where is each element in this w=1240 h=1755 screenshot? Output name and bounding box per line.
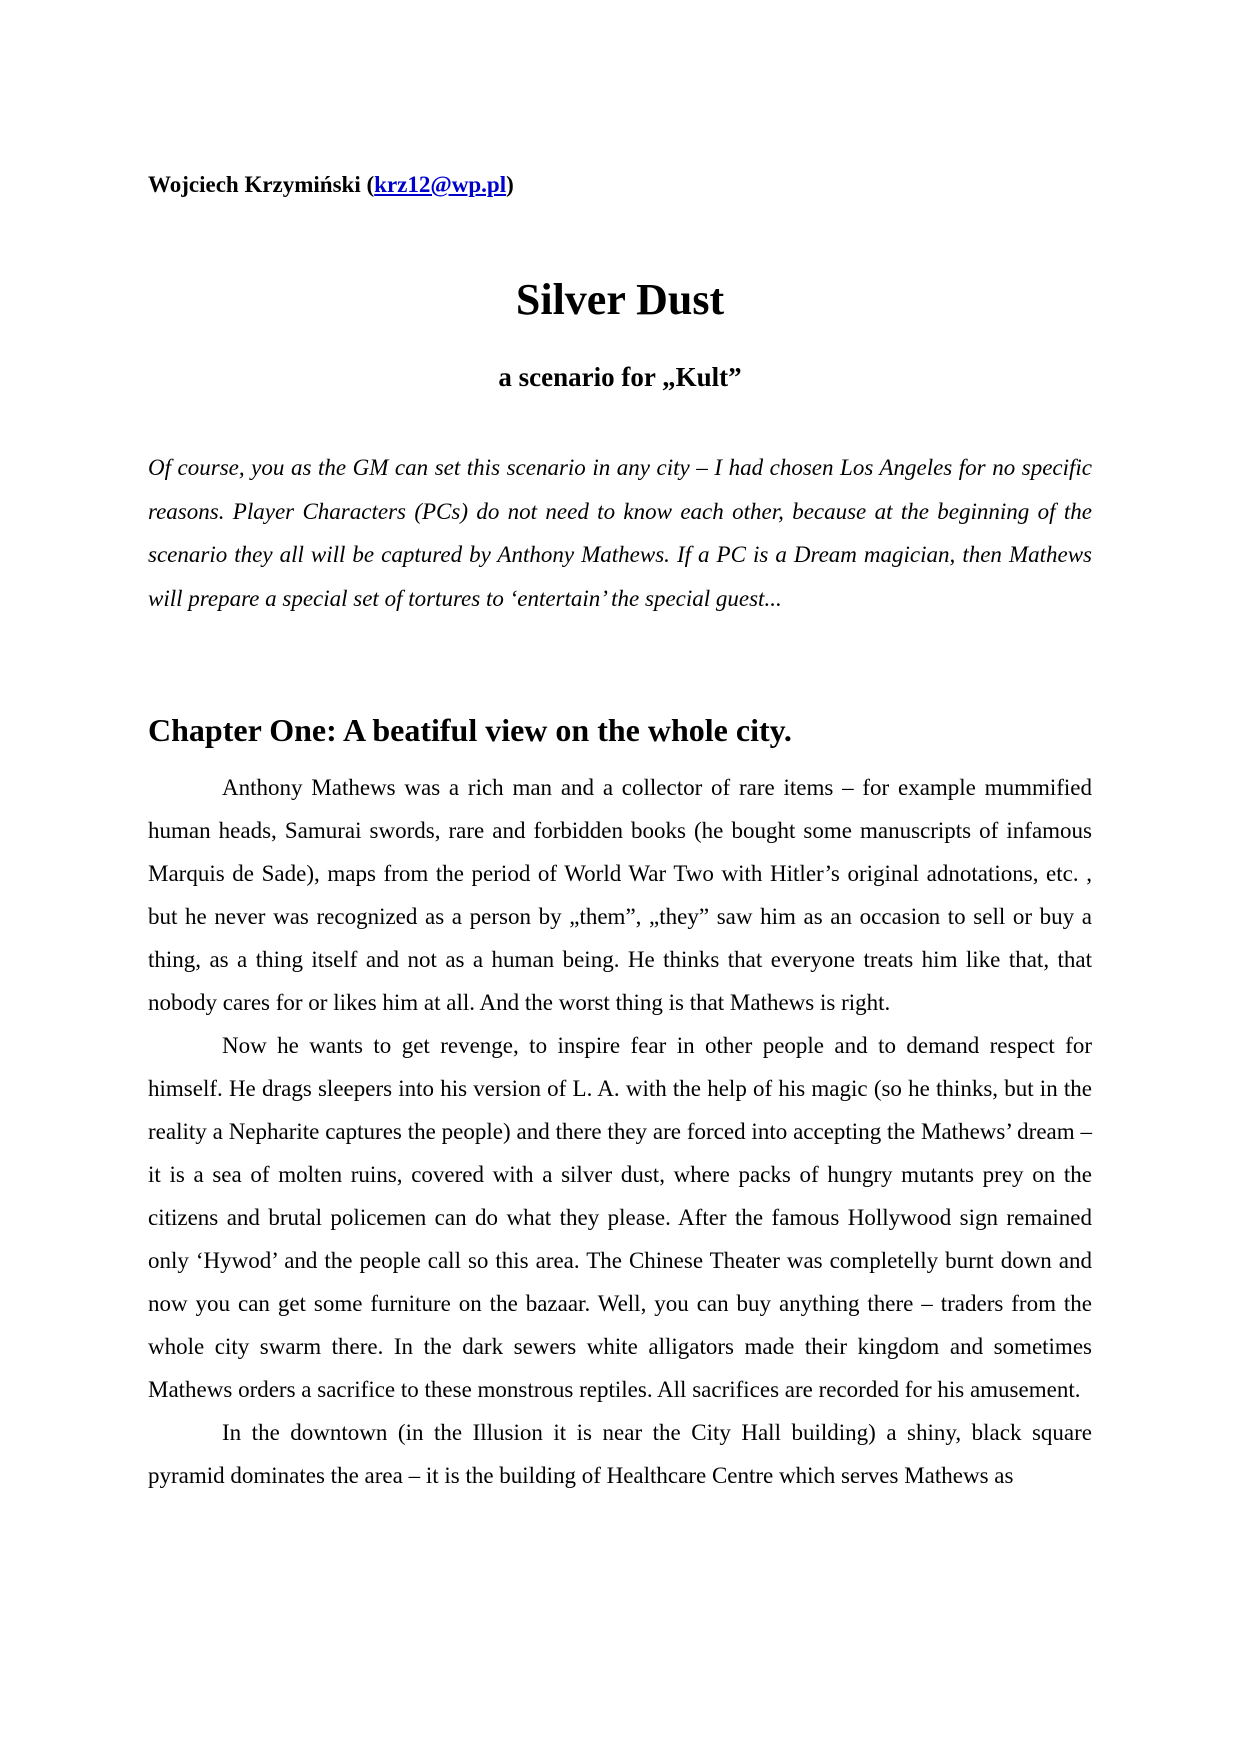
- document-subtitle: a scenario for „Kult”: [498, 362, 742, 392]
- chapter-heading: Chapter One: A beatiful view on the whole city.: [148, 712, 792, 748]
- document-title: Silver Dust: [515, 275, 725, 324]
- body-paragraph: In the downtown (in the Illusion it is near the City Hall building) a shiny, black square pyramid dominates the area – it is the building of Healthcare Centre which serves Mathews as: [148, 1420, 1092, 1488]
- open-paren: (: [360, 172, 375, 197]
- chapter-body: [148, 766, 1092, 1497]
- body-paragraph: Now he wants to get revenge, to inspire fear in other people and to demand respect for himself. He drags sleepers into his version of L. A. with the help of his magic (so he thinks, but in the reality a Nepharite captures the people) and there they are forced into accepting the Mathews’ dream – it is a sea of molten ruins, covered with a silver dust, where packs of hungry mutants prey on the citizens and brutal policemen can do what they please. After the famous Hollywood sign remained only ‘Hywod’ and the people call so this area. The Chinese Theater was completelly burnt down and now you can get some furniture on the bazaar. Well, you can buy anything there – traders from the whole city swarm there. In the dark sewers white alligators made their kingdom and sometimes Mathews orders a sacrifice to these monstrous reptiles. All sacrifices are recorded for his amusement.: [148, 1033, 1092, 1402]
- author-name: Wojciech Krzymiński: [148, 172, 361, 197]
- intro-paragraph: Of course, you as the GM can set this scenario in any city – I had chosen Los Angeles for no specific reasons. Player Characters (PCs) do not need to know each other, because at the beginning of the scenario they all will be captured by Anthony Mathews. If a PC is a Dream magician, then Mathews will prepare a special set of tortures to ‘entertain’ the special guest...: [148, 455, 1092, 611]
- body-paragraph: Anthony Mathews was a rich man and a collector of rare items – for example mummified human heads, Samurai swords, rare and forbidden books (he bought some manuscripts of infamous Marquis de Sade), maps from the period of World War Two with Hitler’s original adnotations, etc. , but he never was recognized as a person by „them”, „they” saw him as an occasion to sell or buy a thing, as a thing itself and not as a human being. He thinks that everyone treats him like that, that nobody cares for or likes him at all. And the worst thing is that Mathews is right.: [148, 775, 1092, 1015]
- close-paren: ): [506, 172, 514, 197]
- email-link[interactable]: krz12@wp.pl: [374, 172, 507, 197]
- author-line: [148, 172, 514, 198]
